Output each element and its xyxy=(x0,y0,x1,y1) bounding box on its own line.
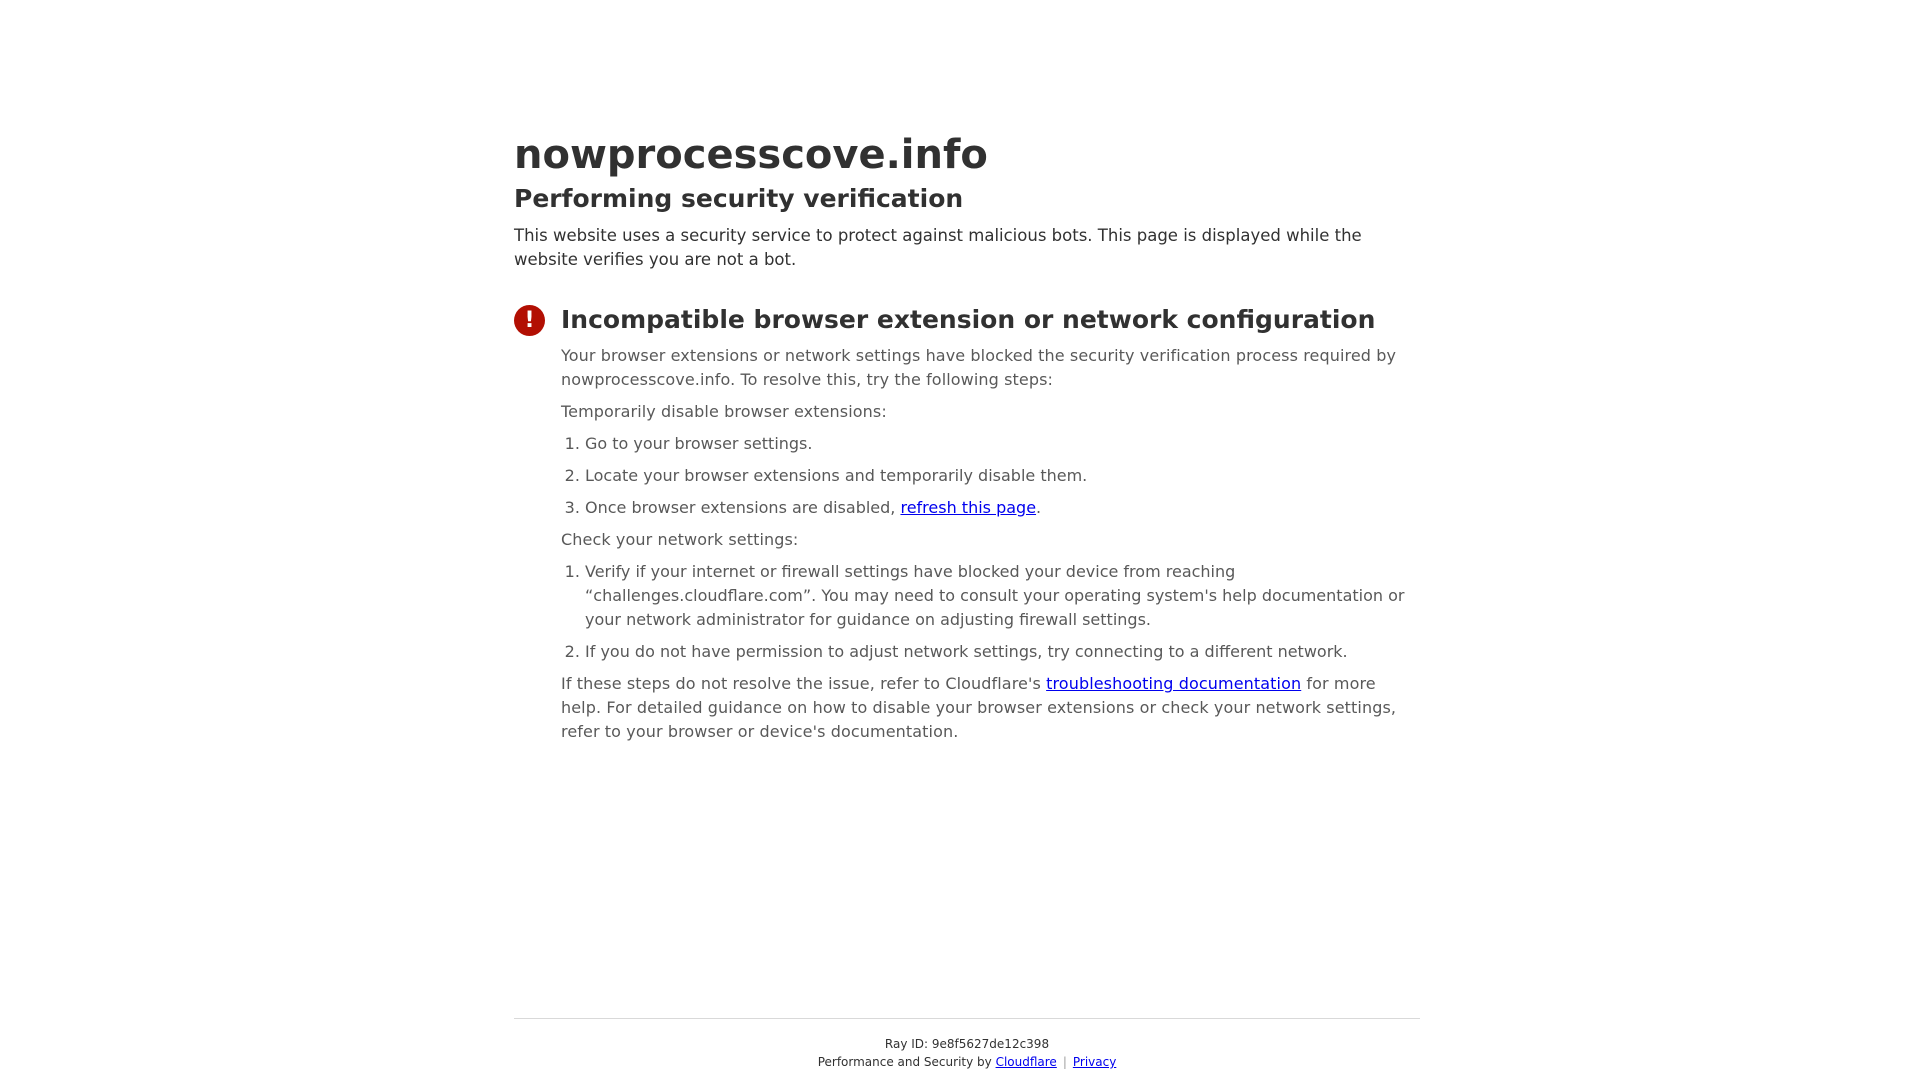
list-item xyxy=(585,560,1420,632)
closing-suffix: for more help. For detailed guidance on how to disable your browser extensions or check your network settings, refer to your browser or device's documentation. xyxy=(561,674,1397,741)
step-text: Once browser extensions are disabled, xyxy=(585,498,901,517)
step-text: If you do not have permission to adjust network settings, try connecting to a different network. xyxy=(585,642,1348,661)
extensions-heading: Temporarily disable browser extensions: xyxy=(561,402,887,421)
intro-text: This website uses a security service to protect against malicious bots. This page is displayed while the website verifies you are not a bot. xyxy=(514,226,1362,269)
footer-separator: | xyxy=(1062,1055,1067,1069)
step-text: Locate your browser extensions and temporarily disable them. xyxy=(585,466,1088,485)
page-subtitle: Performing security verification xyxy=(514,184,964,213)
performance-line xyxy=(514,1053,1420,1071)
closing-prefix: If these steps do not resolve the issue, refer to Cloudflare's xyxy=(561,674,1047,693)
ray-id: Ray ID: 9e8f5627de12c398 xyxy=(884,1037,1050,1051)
closing-text xyxy=(561,672,1420,744)
error-description: Your browser extensions or network settings have blocked the security verification process required by nowprocesscove.info. To resolve this, try the following steps: xyxy=(561,346,1397,389)
troubleshooting-docs-link[interactable]: troubleshooting documentation xyxy=(1046,674,1302,693)
network-heading: Check your network settings: xyxy=(561,530,799,549)
step-text: Verify if your internet or firewall settings have blocked your device from reaching “challenges.cloudflare.com”. You may need to consult your operating system's help documentation or your network administrator for guidance on adjusting firewall settings. xyxy=(585,562,1405,629)
footer xyxy=(514,1018,1420,1071)
refresh-page-link[interactable]: refresh this page xyxy=(900,498,1037,517)
error-title: Incompatible browser extension or network configuration xyxy=(561,305,1376,334)
exclamation-icon: ! xyxy=(514,305,545,336)
step-text: Go to your browser settings. xyxy=(585,434,813,453)
list-item xyxy=(585,432,1420,456)
network-steps-list xyxy=(561,560,1420,664)
step-text-suffix: . xyxy=(1036,498,1042,517)
list-item xyxy=(585,464,1420,488)
error-section xyxy=(514,304,1420,744)
list-item xyxy=(585,640,1420,664)
main-content xyxy=(514,130,1420,744)
performance-text: Performance and Security by xyxy=(817,1055,996,1069)
list-item xyxy=(585,496,1420,520)
extensions-steps-list xyxy=(561,432,1420,520)
site-title: nowprocesscove.info xyxy=(514,132,988,178)
privacy-link[interactable]: Privacy xyxy=(1072,1055,1117,1069)
cloudflare-link[interactable]: Cloudflare xyxy=(995,1055,1057,1069)
